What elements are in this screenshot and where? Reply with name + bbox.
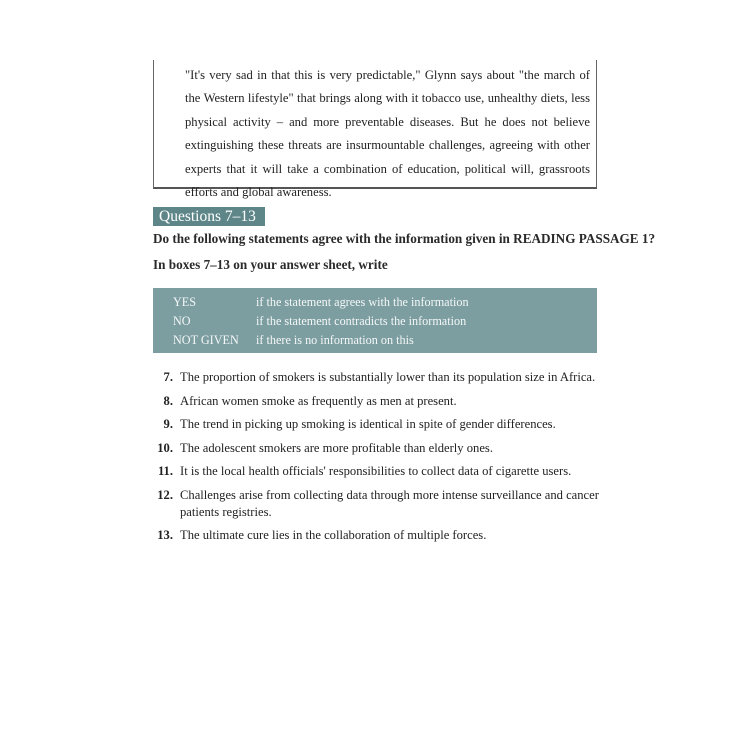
question-text: African women smoke as frequently as men at present. bbox=[180, 393, 457, 408]
question-text: The adolescent smokers are more profitable than elderly ones. bbox=[180, 440, 493, 455]
question-item bbox=[153, 487, 613, 521]
question-item bbox=[153, 463, 613, 480]
legend-row-yes bbox=[173, 293, 587, 311]
question-text: The trend in picking up smoking is identical in spite of gender differences. bbox=[180, 417, 556, 431]
legend-term: NOT GIVEN bbox=[173, 333, 239, 347]
question-item bbox=[153, 416, 613, 433]
question-number: 10. bbox=[157, 440, 173, 455]
instruction-line-1: Do the following statements agree with the information given in READING PASSAGE 1? bbox=[153, 231, 656, 246]
question-number: 8. bbox=[163, 393, 173, 408]
question-text: It is the local health officials' responsibilities to collect data of cigarette users. bbox=[180, 464, 572, 478]
question-number: 13. bbox=[157, 528, 173, 542]
question-list bbox=[153, 369, 613, 551]
instruction-line-2: In boxes 7–13 on your answer sheet, write bbox=[153, 257, 388, 272]
question-number: 9. bbox=[163, 417, 173, 431]
question-item bbox=[153, 393, 613, 410]
legend-row-no bbox=[173, 312, 587, 330]
question-text: Challenges arise from collecting data through more intense surveillance and cancer patients registries. bbox=[180, 487, 599, 519]
legend-term: NO bbox=[173, 314, 191, 328]
passage-paragraph: "It's very sad in that this is very predictable," Glynn says about "the march of the Western lifestyle" that brings along with it tobacco use, unhealthy diets, less physical activity – and more preventable diseases. But he does not believe extinguishing these threats are insurmountable challenges, agreeing with other experts that it will take a combination of education, political will, grassroots efforts and global awareness. bbox=[185, 68, 590, 200]
questions-header: Questions 7–13 bbox=[153, 207, 265, 226]
question-item bbox=[153, 369, 613, 386]
question-item bbox=[153, 527, 613, 544]
legend-row-not-given bbox=[173, 331, 587, 349]
answer-legend bbox=[153, 288, 597, 353]
legend-definition: if there is no information on this bbox=[256, 333, 414, 347]
question-text: The ultimate cure lies in the collaboration of multiple forces. bbox=[180, 528, 487, 542]
legend-term: YES bbox=[173, 295, 197, 309]
question-number: 11. bbox=[157, 464, 173, 478]
question-item bbox=[153, 440, 613, 457]
legend-definition: if the statement contradicts the information bbox=[256, 314, 467, 328]
legend-definition: if the statement agrees with the information bbox=[256, 295, 469, 309]
question-number: 12. bbox=[157, 487, 173, 502]
question-number: 7. bbox=[163, 370, 173, 384]
question-text: The proportion of smokers is substantially lower than its population size in Africa. bbox=[180, 370, 596, 384]
